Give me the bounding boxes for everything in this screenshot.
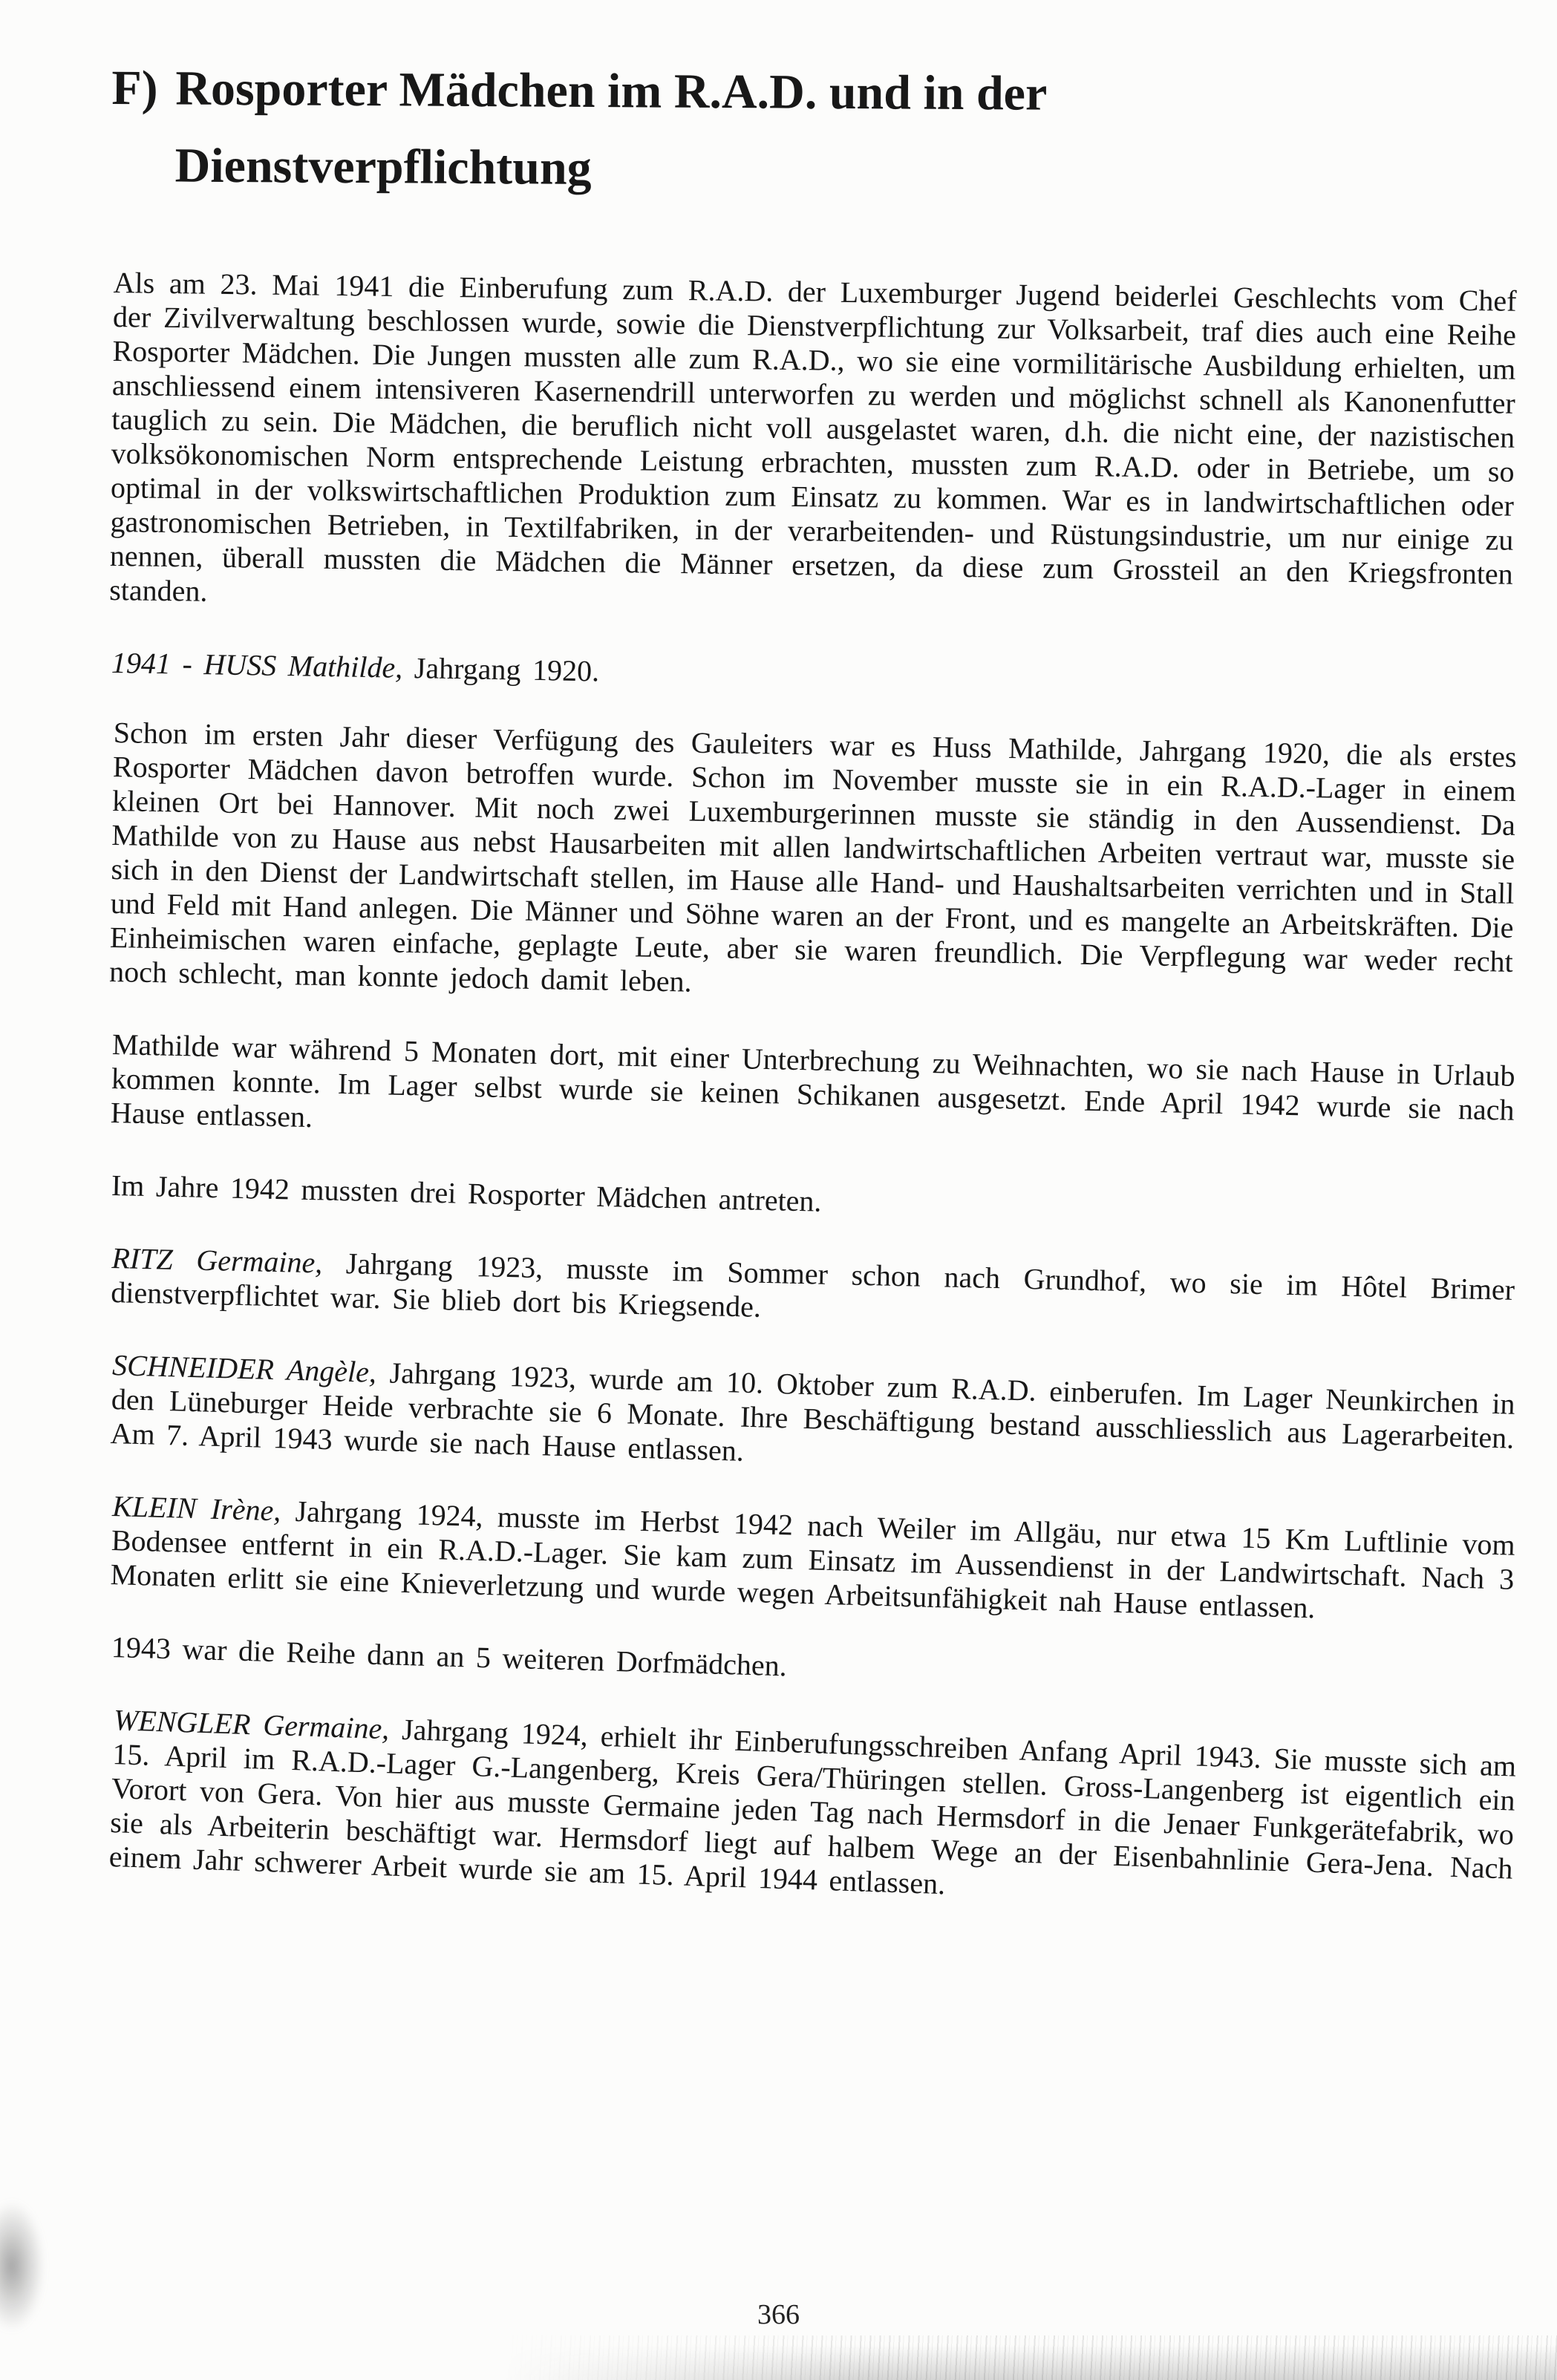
entry-klein-text: Jahrgang 1924, musste im Herbst 1942 nach Weiler im Allgäu, nur etwa 15 Km Luftlinie vom Bodensee entfernt in ein R.A.D.-Lager. Sie kam zum Einsatz im Aussendienst in der Landwirtschaft. Nach 3 Monaten erlitt sie eine Knieverletzung und wurde wegen Arbeitsunfähigkeit nah Hause entlassen. xyxy=(110,1494,1516,1625)
entry-heading-huss xyxy=(111,646,1515,704)
entry-wengler-name: WENGLER Germaine, xyxy=(113,1703,391,1746)
entry-wengler xyxy=(108,1703,1517,1920)
paragraph-1942-intro: Im Jahre 1942 mussten drei Rosporter Mädchen antreten. xyxy=(111,1168,823,1218)
page-number: 366 xyxy=(757,2299,800,2330)
paragraph-huss-duration: Mathilde war während 5 Monaten dort, mit einer Unterbrechung zu Weihnachten, wo sie nach Hause in Urlaub kommen konnte. Im Lager selbst wurde sie keinen Schikanen ausgesetzt. Ende April 1942 wurde sie nach Hause entlassen. xyxy=(110,1027,1516,1134)
entry-schneider xyxy=(110,1348,1515,1490)
entry-klein-name: KLEIN Irène, xyxy=(111,1489,281,1528)
entry-schneider-name: SCHNEIDER Angèle, xyxy=(111,1348,377,1389)
document-body xyxy=(108,266,1517,1901)
page-content xyxy=(108,59,1517,1912)
entry-heading-huss-rest: Jahrgang 1920. xyxy=(402,650,600,688)
title-line2: Dienstverpflichtung xyxy=(174,138,592,195)
entry-klein xyxy=(110,1489,1515,1631)
title-line1: Rosporter Mädchen im R.A.D. und in der xyxy=(175,61,1048,121)
section-label: F) xyxy=(111,61,158,116)
paragraph-1943-intro: 1943 war die Reihe dann an 5 weiteren Dorfmädchen. xyxy=(111,1630,788,1683)
section-heading xyxy=(111,59,1515,203)
entry-ritz-text: Jahrgang 1923, musste im Sommer schon nach Grundhof, wo sie im Hôtel Brimer dienstverpflichtet war. Sie blieb dort bis Kriegsende. xyxy=(110,1246,1515,1324)
entry-heading-huss-name: 1941 - HUSS Mathilde, xyxy=(111,646,403,684)
paragraph-huss-story: Schon im ersten Jahr dieser Verfügung des Gauleiters war es Huss Mathilde, Jahrgang 1920, die als erstes Rosporter Mädchen davon betroffen wurde. Schon im November musste sie in ein R.A.D.-Lager in einem kleinen Ort bei Hannover. Mit noch zwei Luxemburgerinnen musste sie ständig in den Aussendienst. Da Mathilde von zu Hause aus nebst Hausarbeiten mit allen landwirtschaftlichen Arbeiten vertraut war, musste sie sich in den Dienst der Landwirtschaft stellen, im Hause alle Hand- und Haushaltsarbeiten verrichten und in Stall und Feld mit Hand anlegen. Die Männer und Söhne waren an der Front, und es mangelte an Arbeitskräften. Die Einheimischen waren einfache, geplagte Leute, aber sie waren freundlich. Die Verpflegung war weder recht noch schlecht, man konnte jedoch damit leben. xyxy=(108,716,1517,998)
entry-ritz-name: RITZ Germaine, xyxy=(111,1241,323,1280)
entry-wengler-text: Jahrgang 1924, erhielt ihr Einberufungsschreiben Anfang April 1943. Sie musste sich am 15. April im R.A.D.-Lager G.-Langenberg, Kreis Gera/Thüringen stellen. Gross-Langenberg ist eigentlich ein Vorort von Gera. Von hier aus musste Germaine jeden Tag nach Hermsdorf in die Jenaer Funkgerätefabrik, wo sie als Arbeiterin beschäftigt war. Hermsdorf liegt auf halbem Wege an der Eisenbahnlinie Gera-Jena. Nach einem Jahr schwerer Arbeit wurde sie am 15. April 1944 entlassen. xyxy=(108,1712,1517,1901)
page-title xyxy=(174,60,1047,200)
entry-ritz xyxy=(111,1241,1515,1341)
paragraph-intro: Als am 23. Mai 1941 die Einberufung zum R.A.D. der Luxemburger Jugend beiderlei Geschlechts vom Chef der Zivilverwaltung beschlossen wurde, sowie die Dienstverpflichtung zur Volksarbeit, traf dies auch eine Reihe Rosporter Mädchen. Die Jungen mussten alle zum R.A.D., wo sie eine vormilitärische Ausbildung erhielten, um anschliessend einem intensiveren Kasernendrill unterworfen zu werden und möglichst schnell als Kanonenfutter tauglich zu sein. Die Mädchen, die beruflich nicht voll ausgelastet waren, d.h. die nicht eine, der nazistischen volksökonomischen Norm entsprechende Leistung erbrachten, mussten zum R.A.D. oder in Betriebe, um so optimal in der volkswirtschaftlichen Produktion zum Einsatz zu kommen. War es in landwirtschaftlichen oder gastronomischen Betrieben, in Textilfabriken, in der verarbeitenden- und Rüstungsindustrie, um nur einige zu nennen, überall mussten die Mädchen die Männer ersetzen, da diese zum Grossteil an den Kriegsfronten standen. xyxy=(109,266,1517,608)
scan-artifact-noise xyxy=(503,2335,1557,2380)
entry-schneider-text: Jahrgang 1923, wurde am 10. Oktober zum R.A.D. einberufen. Im Lager Neunkirchen in den Lüneburger Heide verbrachte sie 6 Monate. Ihre Beschäftigung bestand ausschliesslich aus Lagerarbeiten. Am 7. April 1943 wurde sie nach Hause entlassen. xyxy=(110,1355,1516,1468)
